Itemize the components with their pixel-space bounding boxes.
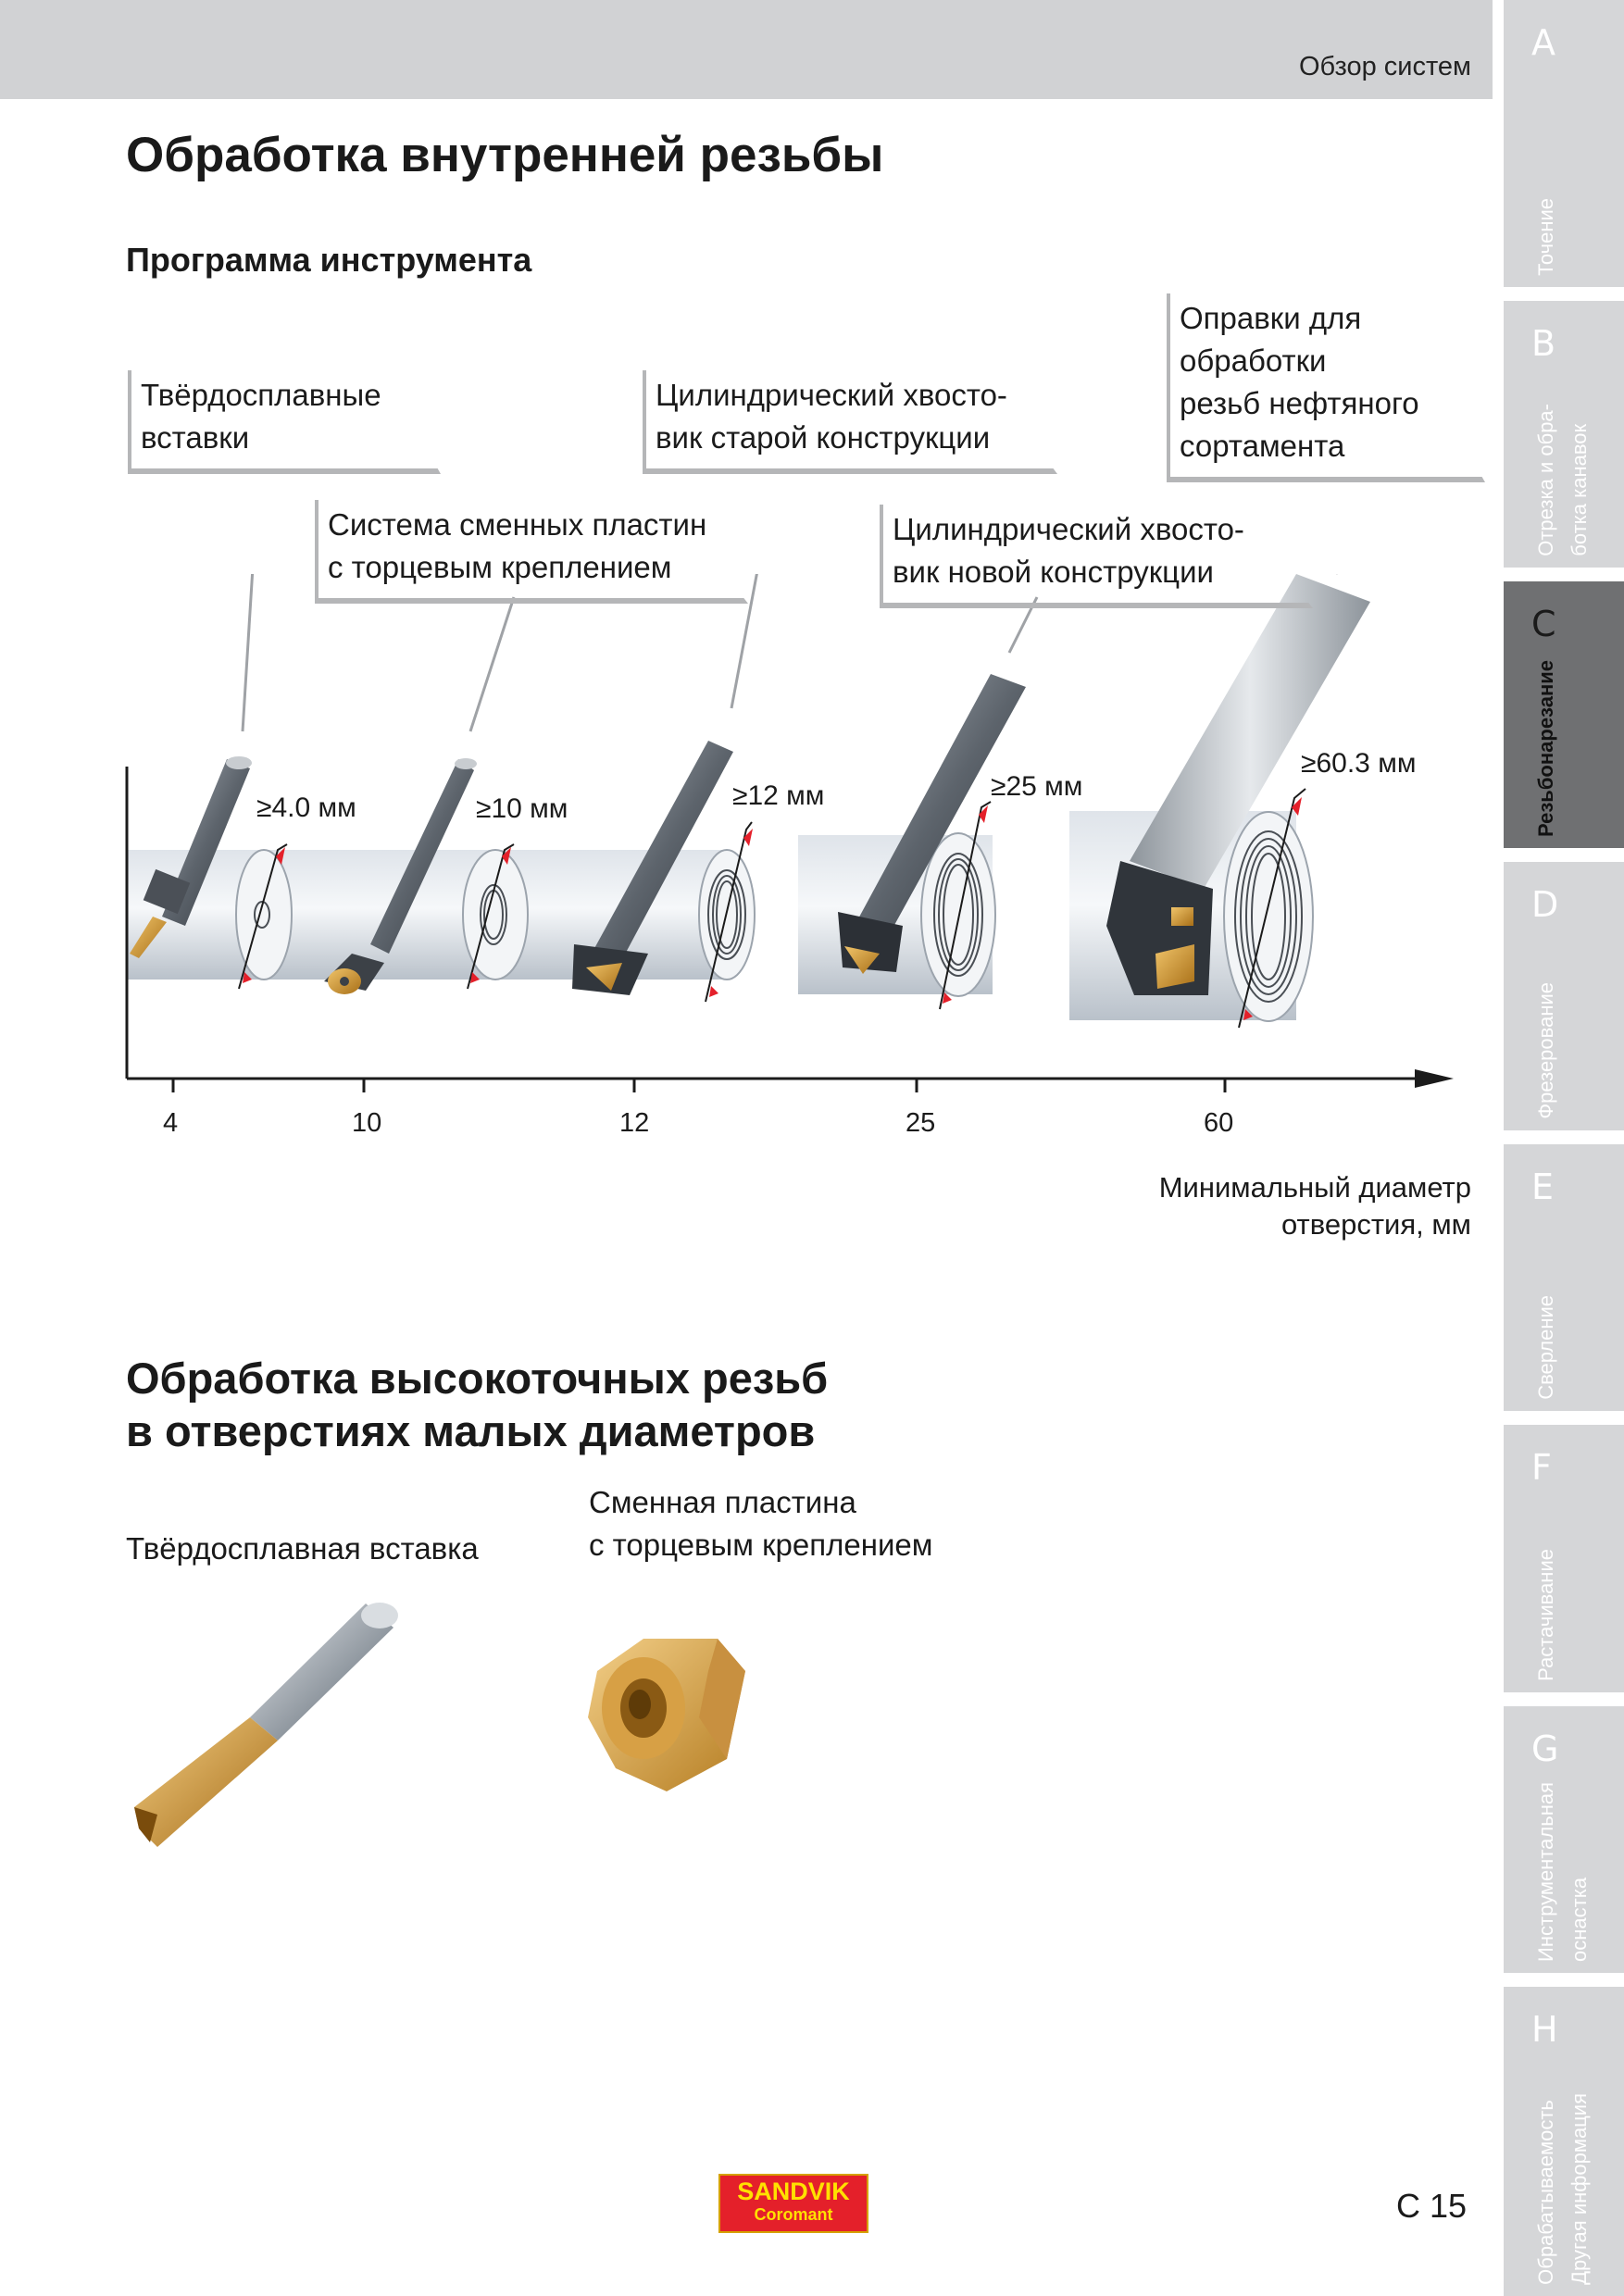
tab-letter: D <box>1531 884 1559 925</box>
tab-letter: H <box>1531 2009 1558 2050</box>
section-subtitle: Программа инструмента <box>126 241 532 279</box>
dimension-label: ≥25 мм <box>991 771 1083 802</box>
axis-tick-label: 12 <box>619 1108 650 1138</box>
side-tab-bar <box>1504 0 1624 2296</box>
tab-label: Отрезка и обра- ботка канавок <box>1534 404 1591 556</box>
tab-label: Сверление <box>1534 1295 1557 1400</box>
callout-new-shank: Цилиндрический хвосто- вик новой конструкции <box>880 505 1313 603</box>
callout-old-shank: Цилиндрический хвосто- вик старой конструкции <box>643 370 1057 468</box>
axis-tick-label: 10 <box>352 1108 382 1138</box>
dimension-label: ≥12 мм <box>732 780 825 811</box>
axis-tick-label: 4 <box>163 1108 179 1138</box>
carbide-insert-image <box>120 1592 417 1861</box>
tab-label: Фрезерование <box>1534 982 1557 1119</box>
callout-oil-country: Оправки для обработки резьб нефтяного сортамента <box>1167 293 1485 477</box>
tab-letter: F <box>1531 1447 1552 1488</box>
end-mounted-insert-image <box>579 1606 764 1801</box>
logo-sub: Coromant <box>754 2205 833 2224</box>
product-label-carbide-insert: Твёрдосплавная вставка <box>126 1531 479 1566</box>
page-number: C 15 <box>1396 2187 1468 2225</box>
side-tab-g[interactable] <box>1504 1706 1624 1973</box>
side-tab-a[interactable] <box>1504 0 1624 287</box>
tab-label: Инструментальная оснастка <box>1534 1782 1591 1962</box>
tab-letter: E <box>1531 1167 1555 1207</box>
side-tab-d[interactable] <box>1504 862 1624 1130</box>
logo-brand: SANDVIK <box>737 2177 850 2205</box>
product-label-end-mounted-insert: Сменная пластина с торцевым креплением <box>589 1485 933 1562</box>
header-band <box>0 0 1493 99</box>
side-tab-f[interactable] <box>1504 1425 1624 1692</box>
sandvik-logo <box>718 2174 868 2233</box>
tab-letter: B <box>1531 323 1556 364</box>
side-tab-h[interactable] <box>1504 1987 1624 2296</box>
tab-letter: C <box>1531 604 1556 644</box>
section-header: Обзор систем <box>1298 52 1471 81</box>
dimension-label: ≥60.3 мм <box>1301 748 1417 779</box>
tab-letter: A <box>1531 22 1555 63</box>
tab-label: Точение <box>1534 198 1557 276</box>
tab-label: Резьбонарезание <box>1534 660 1557 837</box>
page-title: Обработка внутренней резьбы <box>126 128 884 182</box>
callout-carbide-inserts: Твёрдосплавные вставки <box>128 370 441 468</box>
section-title: Обработка высокоточных резьб в отверстиях малых диаметров <box>126 1354 829 1455</box>
dimension-label: ≥4.0 мм <box>256 792 356 823</box>
side-tab-e[interactable] <box>1504 1144 1624 1411</box>
side-tab-b[interactable] <box>1504 301 1624 568</box>
side-tab-c[interactable] <box>1504 581 1624 848</box>
callout-insert-system: Система сменных пластин с торцевым креплением <box>315 500 748 598</box>
axis-caption: Минимальный диаметр отверстия, мм <box>1158 1171 1471 1241</box>
tool-program-illustration <box>111 574 1481 1129</box>
tab-letter: G <box>1531 1728 1559 1769</box>
tab-label: Растачивание <box>1534 1549 1557 1681</box>
dimension-label: ≥10 мм <box>476 793 568 824</box>
axis-tick-label: 25 <box>906 1108 936 1138</box>
tab-label: Обрабатываемость Другая информация <box>1534 2093 1591 2285</box>
axis-tick-label: 60 <box>1204 1108 1234 1138</box>
